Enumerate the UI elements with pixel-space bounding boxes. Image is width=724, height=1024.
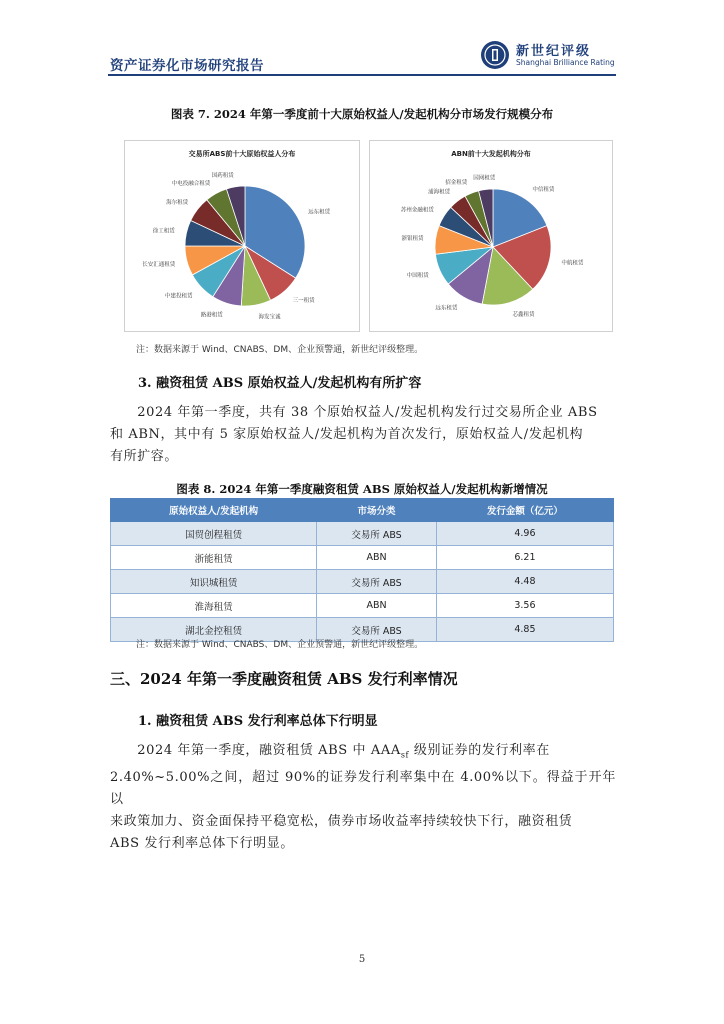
section3-paragraph <box>110 402 616 468</box>
slice-label: 中信租赁 <box>532 187 555 194</box>
chart-title: ABN前十大发起机构分布 <box>451 150 531 158</box>
table-cell: 知识城租赁 <box>111 570 317 594</box>
table-cell: 交易所 ABS <box>317 618 437 642</box>
table-cell: 4.96 <box>436 522 613 546</box>
para-line: 2.40%~5.00%之间，超过 90%的证券发行利率集中在 4.00%以下。得益于开年以 <box>110 769 616 807</box>
chart-abn <box>369 140 613 332</box>
slice-label: 苏州金融租赁 <box>400 207 434 214</box>
para-text: 级别证券的发行利率在 <box>409 743 550 758</box>
table-cell: 6.21 <box>436 546 613 570</box>
table8-caption: 图表 8. 2024 年第一季度融资租赁 ABS 原始权益人/发起机构新增情况 <box>176 482 548 496</box>
slice-label: 海尔租赁 <box>166 199 189 206</box>
table-cell: 淮海租赁 <box>111 594 317 618</box>
para-line: 来政策加力、资金面保持平稳宽松，债券市场收益率持续较快下行，融资租赁 <box>110 813 573 829</box>
slice-label: 国网租赁 <box>473 175 496 182</box>
slice-label: 招金租赁 <box>445 179 468 186</box>
page-number: 5 <box>358 954 366 965</box>
table-row <box>111 546 614 570</box>
table-cell: 交易所 ABS <box>317 522 437 546</box>
slice-label: 中电投融合租赁 <box>171 180 211 187</box>
slice-label: 海发宝诚 <box>258 314 281 321</box>
slice-label: 浦海租赁 <box>428 189 451 196</box>
chart-exchange-abs <box>124 140 360 332</box>
para-line <box>110 740 616 767</box>
section-iii-subheading: 1. 融资租赁 ABS 发行利率总体下行明显 <box>138 714 378 729</box>
table-cell: 4.85 <box>436 618 613 642</box>
column-header: 发行金额（亿元） <box>436 499 613 522</box>
table-row <box>111 570 614 594</box>
slice-label: 中建投租赁 <box>164 293 193 300</box>
slice-label: 远东租赁 <box>308 209 331 216</box>
table-row <box>111 594 614 618</box>
slice-label: 长安汇通租赁 <box>142 261 176 268</box>
table8-note: 注：数据来源于 Wind、CNABS、DM、企业预警通，新世纪评级整理。 <box>136 640 424 650</box>
table-cell: 湖北金控租赁 <box>111 618 317 642</box>
slice-label: 浙银租赁 <box>401 236 424 243</box>
para-line: 有所扩容。 <box>110 449 179 464</box>
slice-label: 国药租赁 <box>211 172 234 179</box>
column-header: 市场分类 <box>317 499 437 522</box>
section-iii-paragraph <box>110 740 616 855</box>
report-title: 资产证券化市场研究报告 <box>110 58 264 74</box>
table-row <box>111 522 614 546</box>
table-cell: ABN <box>317 546 437 570</box>
figure7-caption: 图表 7. 2024 年第一季度前十大原始权益人/发起机构分市场发行规模分布 <box>170 107 554 121</box>
brand-name-cn: 新世纪评级 <box>516 44 592 59</box>
rating-subscript: sf <box>400 750 410 760</box>
section-iii-heading: 三、2024 年第一季度融资租赁 ABS 发行利率情况 <box>110 670 458 688</box>
pie-chart-exchange-abs <box>125 141 359 331</box>
new-originators-table <box>110 498 614 642</box>
slice-label: 远东租赁 <box>435 305 458 312</box>
slice-label: 中国租赁 <box>406 272 429 279</box>
slice-label: 中航租赁 <box>561 260 584 267</box>
table-cell: 交易所 ABS <box>317 570 437 594</box>
para-line: 和 ABN，其中有 5 家原始权益人/发起机构为首次发行，原始权益人/发起机构 <box>110 427 584 442</box>
section3-heading: 3. 融资租赁 ABS 原始权益人/发起机构有所扩容 <box>138 376 422 391</box>
slice-label: 路港租赁 <box>200 312 223 319</box>
column-header: 原始权益人/发起机构 <box>111 499 317 522</box>
brand-name-en: Shanghai Brilliance Rating <box>516 58 615 67</box>
para-text: 2024 年第一季度，融资租赁 ABS 中 AAA <box>110 743 401 758</box>
table-cell: ABN <box>317 594 437 618</box>
table-cell: 3.56 <box>436 594 613 618</box>
para-line: 2024 年第一季度，共有 38 个原始权益人/发起机构发行过交易所企业 ABS <box>110 405 598 420</box>
table-cell: 4.48 <box>436 570 613 594</box>
table-header-row <box>111 499 614 522</box>
chart-title: 交易所ABS前十大原始权益人分布 <box>188 150 296 158</box>
slice-label: 三一租赁 <box>292 298 315 305</box>
table-cell: 浙能租赁 <box>111 546 317 570</box>
para-line: ABS 发行利率总体下行明显。 <box>110 835 294 851</box>
header-divider <box>108 74 616 76</box>
pie-chart-abn <box>370 141 612 331</box>
slice-label: 徐工租赁 <box>152 228 175 235</box>
figure7-note: 注：数据来源于 Wind、CNABS、DM、企业预警通，新世纪评级整理。 <box>136 345 424 355</box>
table-cell: 国贸创程租赁 <box>111 522 317 546</box>
slice-label: 芯鑫租赁 <box>512 312 535 319</box>
logo-icon <box>480 40 510 70</box>
